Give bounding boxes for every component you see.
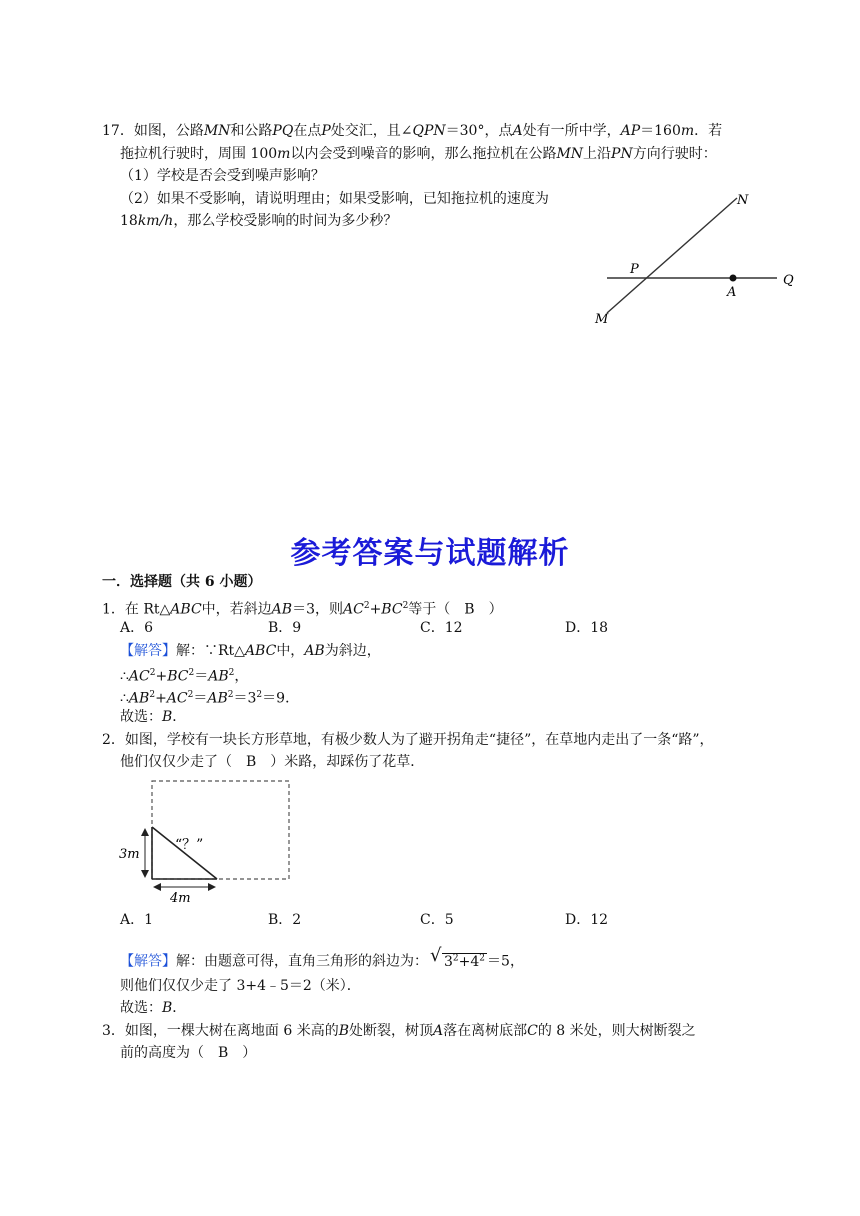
q2-solution-line2: 则他们仅仅少走了 3+4﹣5＝2（米）． bbox=[120, 978, 361, 994]
label-a: A bbox=[727, 285, 737, 300]
lawn-rectangle bbox=[152, 781, 289, 879]
label-p: P bbox=[630, 262, 639, 277]
road-mn bbox=[607, 198, 737, 313]
sqrt-expression: √ $3^2+4^2$ bbox=[430, 945, 486, 970]
q1-solution-line2: $\therefore AC^2+BC^2=AB^2$， bbox=[120, 668, 249, 685]
q1-jieda-label: 【解答】 bbox=[120, 643, 176, 659]
q17-sub2-line1: （2）如果不受影响，请说明理由；如果受影响，已知拖拉机的速度为 bbox=[120, 191, 549, 207]
q2-jieda-label: 【解答】 bbox=[120, 953, 176, 970]
q1-conclusion: 故选：B． bbox=[120, 709, 187, 725]
q2-option-c: C．5 bbox=[420, 912, 454, 928]
q17-sub2-line2: 18km/h，那么学校受影响的时间为多少秒？ bbox=[120, 213, 398, 229]
q2-option-b: B．2 bbox=[268, 912, 302, 928]
answer-title: 参考答案与试题解析 bbox=[290, 536, 570, 571]
q1-option-a: A．6 bbox=[120, 620, 154, 636]
q17-figure bbox=[585, 180, 805, 330]
q1-answer: B bbox=[464, 601, 475, 618]
q2-option-d: D．12 bbox=[565, 912, 609, 928]
q1-option-b: B．9 bbox=[268, 620, 302, 636]
q2-answer: B bbox=[246, 754, 257, 770]
q2-stem-line1: 2．如图，学校有一块长方形草地，有极少数人为了避开拐角走“捷径”，在草地内走出了一条“路”， bbox=[102, 732, 714, 748]
q2-stem-line2: 他们仅仅少走了（ B ）米路，却踩伤了花草． bbox=[120, 754, 425, 770]
label-n: N bbox=[737, 193, 749, 208]
label-3m: 3m bbox=[119, 847, 140, 862]
q2-conclusion: 故选：B． bbox=[120, 1000, 187, 1016]
q1-option-d: D．18 bbox=[565, 620, 609, 636]
q3-stem-line1: 3．如图，一棵大树在离地面 6 米高的B处断裂，树顶A落在离树底部C的 8 米处，则大树断裂之 bbox=[102, 1023, 696, 1039]
q17-line1: 17．如图，公路MN和公路PQ在点P处交汇，且∠QPN＝30°，点A处有一所中学，AP＝160m．若 bbox=[102, 123, 723, 139]
q3-stem-line2: 前的高度为（ B ） bbox=[120, 1045, 257, 1061]
q17-sub1: （1）学校是否会受到噪声影响？ bbox=[120, 168, 325, 184]
label-q: Q bbox=[783, 273, 794, 288]
point-a bbox=[730, 275, 737, 282]
q2-option-a: A．1 bbox=[120, 912, 154, 928]
q1-stem: 1．在 Rt△ABC中，若斜边AB＝3，则$AC^2+BC^2$等于（ B ） bbox=[102, 601, 503, 618]
section-header: 一．选择题（共 6 小题） bbox=[102, 574, 262, 590]
q1-solution-line1: 【解答】解：∵Rt△ABC中，AB为斜边， bbox=[120, 643, 381, 659]
q1-option-c: C．12 bbox=[420, 620, 463, 636]
label-path: “？” bbox=[175, 837, 204, 853]
q3-answer: B bbox=[218, 1045, 229, 1061]
q2-solution-line1: 【解答】解：由题意可得，直角三角形的斜边为： √ $3^2+4^2 =5$， bbox=[120, 946, 524, 974]
label-4m: 4m bbox=[170, 891, 191, 905]
q2-figure bbox=[115, 775, 300, 905]
q1-solution-line3: $\therefore AB^2+AC^2=AB^2=3^2=9$． bbox=[120, 690, 300, 707]
triangle-hypotenuse bbox=[152, 827, 217, 879]
label-m: M bbox=[595, 312, 609, 327]
q17-line2: 拖拉机行驶时，周围 100m以内会受到噪音的影响，那么拖拉机在公路MN上沿PN方向行驶时： bbox=[120, 146, 717, 162]
